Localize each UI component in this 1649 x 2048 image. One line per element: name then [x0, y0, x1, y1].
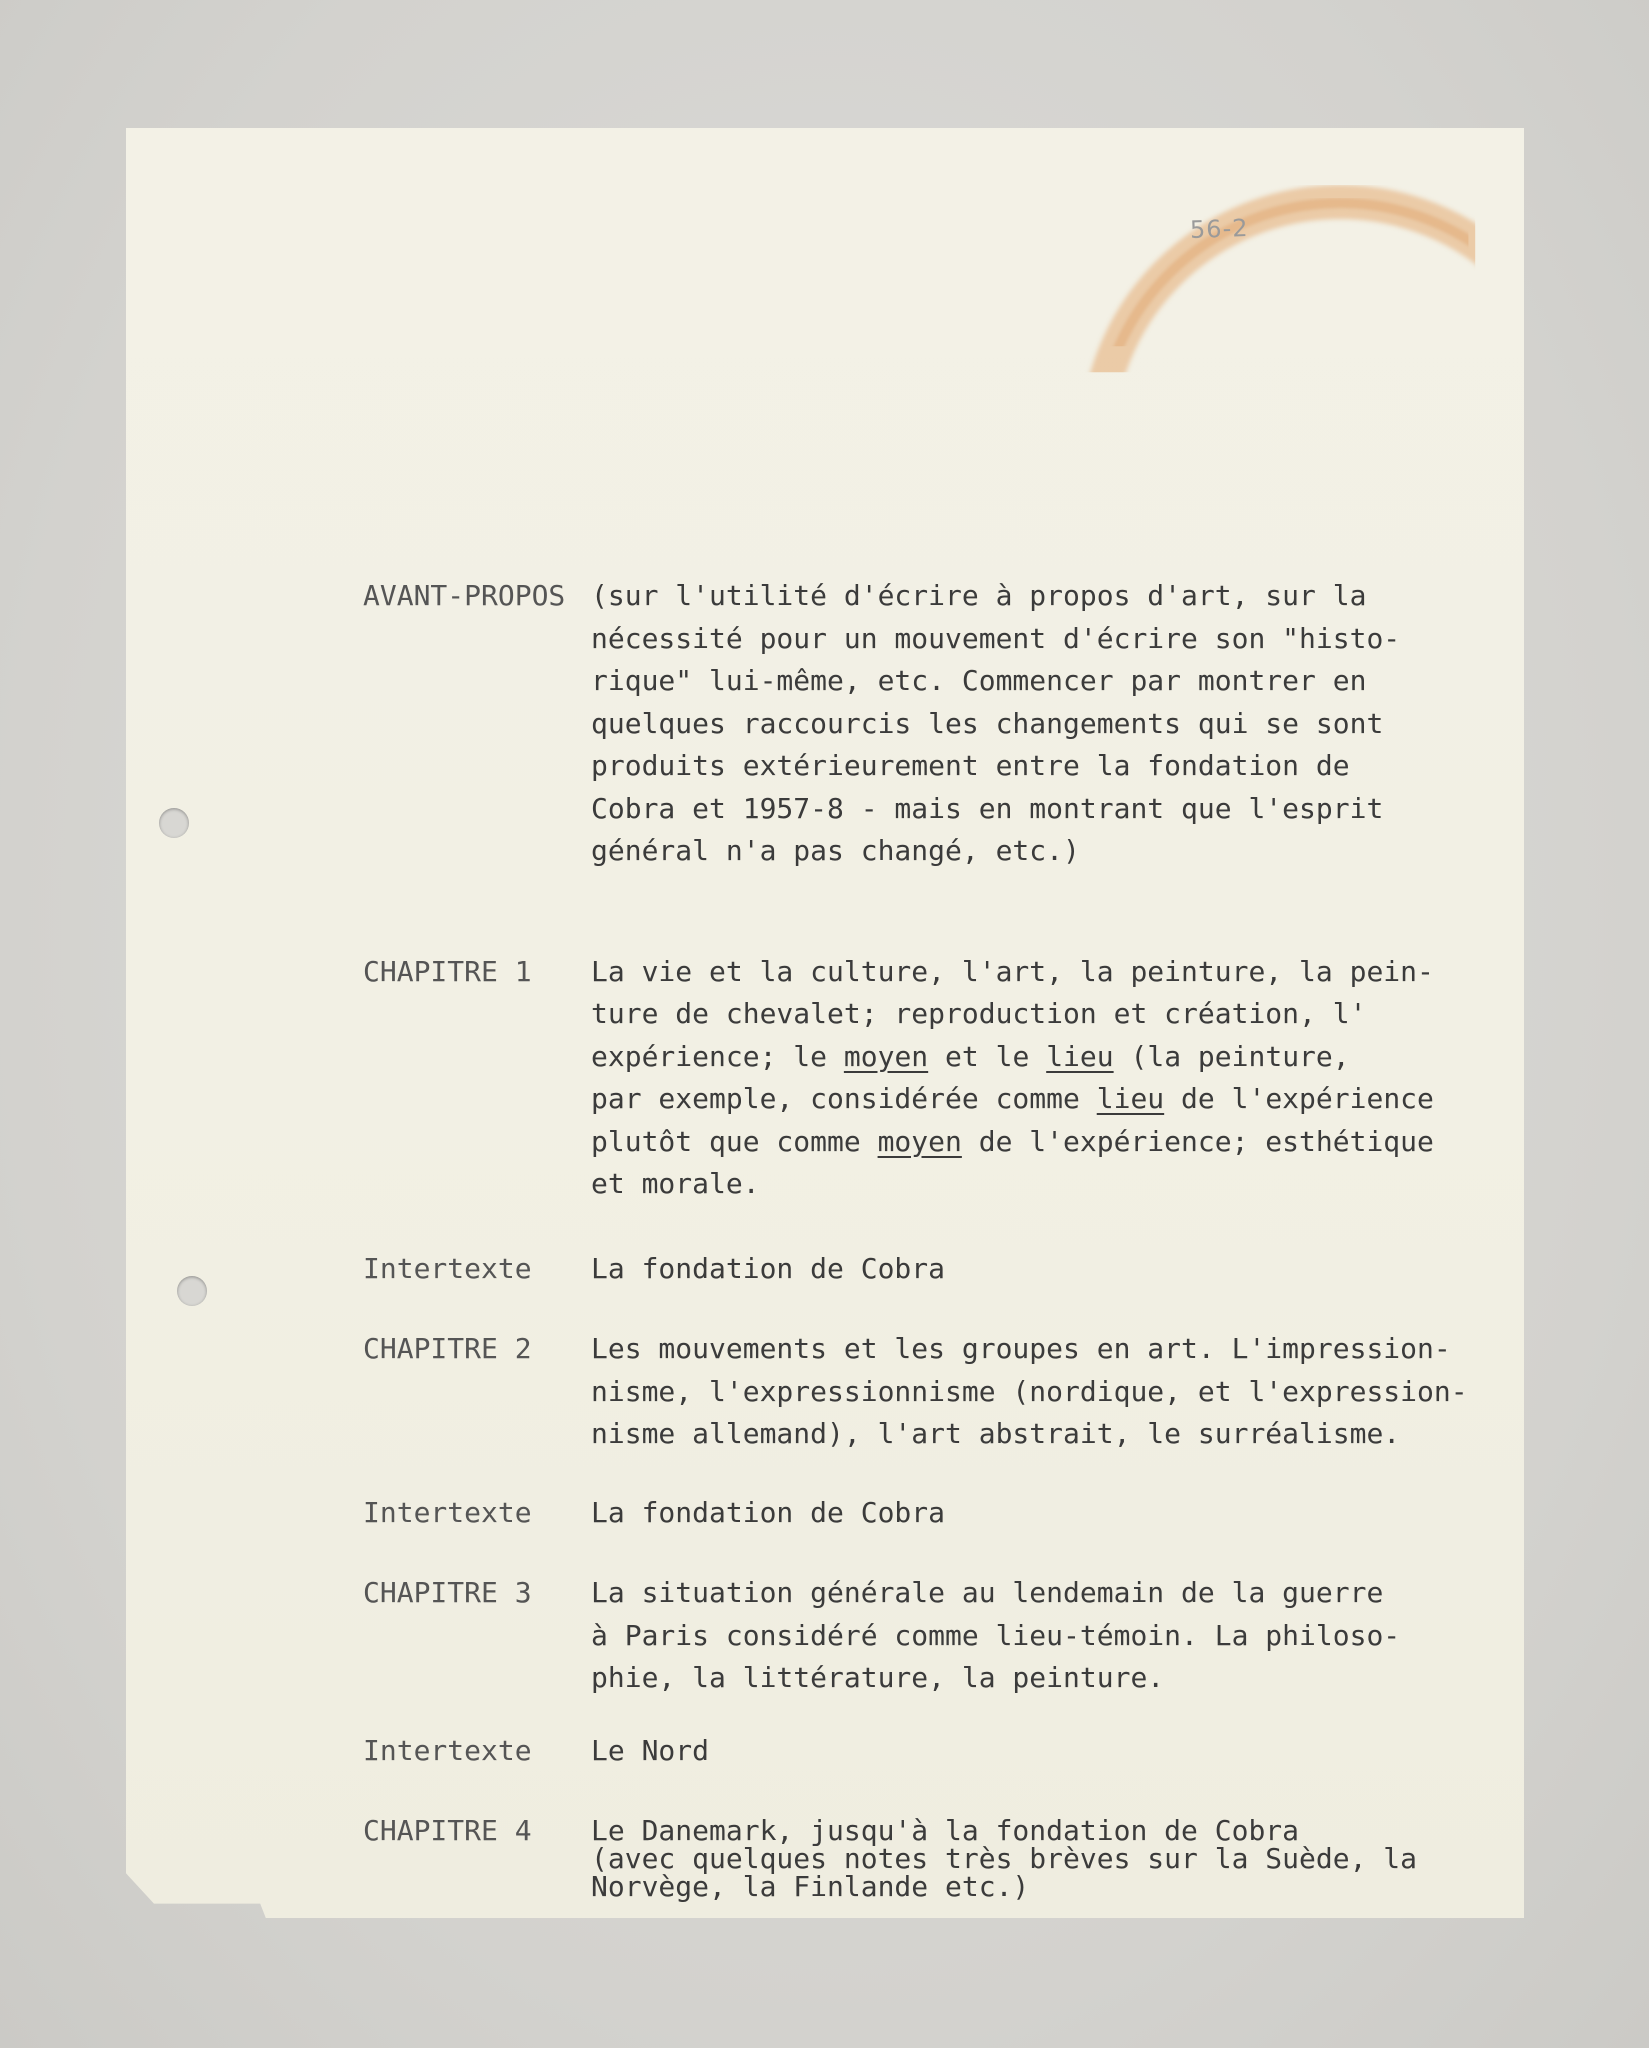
- entry-label: Intertexte: [363, 1733, 532, 1767]
- toc-entry-chapitre-3: [363, 1572, 1493, 1700]
- toc-entry-chapitre-1: [363, 951, 1493, 1206]
- text-line: rique" lui-même, etc. Commencer par montrer en: [591, 664, 1367, 697]
- handwritten-page-number: 56-2: [1189, 213, 1249, 245]
- text-line: nisme, l'expressionnisme (nordique, et l'expression-: [591, 1374, 1468, 1408]
- entry-label: CHAPITRE 3: [363, 1576, 532, 1609]
- underlined-word: lieu: [1046, 1039, 1114, 1073]
- text-line: La fondation de Cobra: [591, 1251, 946, 1285]
- text-line-underlined: expérience; le moyen et le lieu (la peinture,: [591, 1039, 1350, 1073]
- text-line: produits extérieurement entre la fondation de: [591, 749, 1350, 782]
- text-line: Les mouvements et les groupes en art. L'impression-: [591, 1332, 1451, 1365]
- text-line: (sur l'utilité d'écrire à propos d'art, sur la: [591, 579, 1367, 612]
- entry-text: [591, 951, 1493, 1206]
- entry-text: [591, 1248, 1493, 1291]
- entry-text: [591, 1730, 1493, 1773]
- text-line: quelques raccourcis les changements qui se sont: [591, 706, 1384, 740]
- underlined-word: lieu: [1096, 1082, 1165, 1115]
- underlined-word: moyen: [843, 1039, 929, 1073]
- underlined-word: moyen: [877, 1124, 962, 1158]
- toc-entry-intertexte-2: [363, 1492, 1493, 1535]
- entry-label: CHAPITRE 2: [363, 1332, 532, 1365]
- entry-label: CHAPITRE 4: [363, 1814, 532, 1847]
- text-line: général n'a pas changé, etc.): [591, 834, 1080, 867]
- entry-text: [591, 575, 1493, 873]
- text-line: phie, la littérature, la peinture.: [591, 1661, 1165, 1694]
- text-line: La fondation de Cobra: [591, 1495, 946, 1529]
- text-line: ture de chevalet; reproduction et création, l': [591, 997, 1367, 1030]
- text-line: nécessité pour un mouvement d'écrire son "histo-: [591, 621, 1401, 655]
- toc-entry-intertexte-3: [363, 1730, 1493, 1773]
- entry-label: CHAPITRE 1: [363, 954, 532, 988]
- text-line: Le Nord: [591, 1733, 710, 1767]
- text-line: Cobra et 1957-8 - mais en montrant que l'esprit: [591, 791, 1384, 825]
- text-line: à Paris considéré comme lieu-témoin. La philoso-: [591, 1618, 1401, 1652]
- toc-entry-avant-propos: [363, 575, 1493, 873]
- toc-entry-chapitre-2: [363, 1328, 1493, 1456]
- entry-text: [591, 1572, 1493, 1700]
- text-line: nisme allemand), l'art abstrait, le surréalisme.: [591, 1417, 1401, 1450]
- entry-text: [591, 1492, 1493, 1535]
- table-of-contents: [363, 575, 1493, 1941]
- text-line-underlined: plutôt que comme moyen de l'expérience; esthétique: [591, 1124, 1434, 1158]
- text-line: Le Danemark, jusqu'à la fondation de Cobra: [591, 1814, 1300, 1847]
- punch-hole-top: [159, 808, 189, 838]
- text-line: (avec quelques notes très brèves sur la Suède, la: [591, 1842, 1418, 1875]
- entry-text: [591, 1328, 1493, 1456]
- entry-label: AVANT-PROPOS: [363, 579, 566, 612]
- text-line: La situation générale au lendemain de la guerre: [591, 1576, 1384, 1609]
- text-line: La vie et la culture, l'art, la peinture, la pein-: [591, 954, 1434, 988]
- text-line-underlined: par exemple, considérée comme lieu de l'expérience: [591, 1082, 1434, 1115]
- toc-entry-intertexte-1: [363, 1248, 1493, 1291]
- entry-label: Intertexte: [363, 1495, 532, 1529]
- text-line: et morale.: [591, 1167, 760, 1200]
- toc-entry-chapitre-4: [363, 1810, 1493, 1901]
- punch-hole-bottom: [177, 1276, 207, 1306]
- text-line: Norvège, la Finlande etc.): [591, 1870, 1030, 1903]
- entry-text: [591, 1810, 1493, 1901]
- entry-label: Intertexte: [363, 1251, 532, 1285]
